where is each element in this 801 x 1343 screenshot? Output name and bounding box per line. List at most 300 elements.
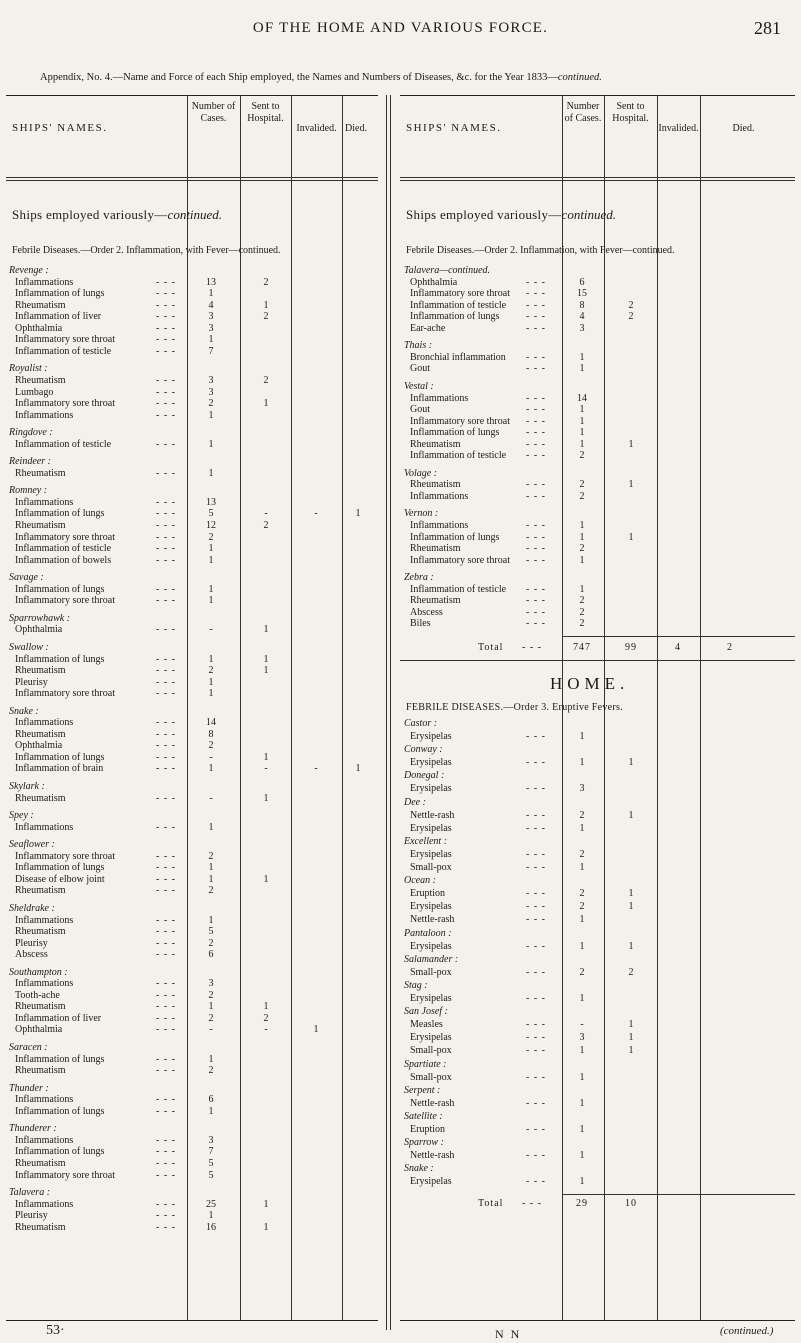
table-row: [6, 1013, 378, 1025]
table-row: [6, 334, 378, 346]
table-row: [6, 822, 378, 834]
cases-value: 2: [579, 618, 585, 630]
sent-value: 1: [263, 665, 269, 677]
ship-name-row: [6, 456, 378, 468]
disease-name: Inflammatory sore throat: [15, 850, 115, 862]
header-number-of-cases: [187, 95, 240, 177]
ship-name-row: [400, 265, 795, 277]
ship-name: Vestal :: [404, 380, 434, 392]
cases-value: 14: [206, 717, 216, 729]
cases-value: 1: [208, 438, 214, 450]
ship-name: Volage :: [404, 467, 438, 479]
leader-dashes: - - -: [526, 914, 546, 926]
disease-name: Inflammations: [15, 496, 74, 508]
disease-name: Inflammation of testicle: [15, 345, 112, 357]
ship-name: Thunderer :: [9, 1123, 57, 1135]
ship-name: Southampton :: [9, 966, 68, 978]
leader-dashes: - - -: [156, 467, 176, 479]
table-row: [6, 1210, 378, 1222]
ship-name-row: [400, 744, 795, 756]
disease-name: Rheumatism: [15, 885, 66, 897]
leader-dashes: - - -: [526, 288, 546, 300]
ship-name: Stag :: [404, 979, 428, 991]
disease-name: Pleurisy: [15, 1210, 48, 1222]
leader-dashes: - - -: [526, 966, 546, 978]
leader-dashes: - - -: [156, 676, 176, 688]
disease-name: Nettle-rash: [410, 1097, 455, 1109]
leader-dashes: - - -: [156, 1053, 176, 1065]
cases-value: 1: [579, 438, 585, 450]
table-row: [6, 1106, 378, 1118]
table-row: [6, 938, 378, 950]
table-row: [400, 311, 795, 323]
total-invalided: 4: [675, 641, 681, 653]
disease-name: Rheumatism: [15, 374, 66, 386]
table-row: [400, 783, 795, 795]
disease-name: Ophthalmia: [15, 740, 63, 752]
cases-value: 1: [579, 404, 585, 416]
disease-name: Erysipelas: [410, 1176, 452, 1188]
ship-name-row: [400, 508, 795, 520]
leader-dashes: - - -: [156, 653, 176, 665]
disease-name: Rheumatism: [15, 520, 66, 531]
ship-name: Seaflower :: [9, 839, 55, 851]
leader-dashes: - - -: [156, 751, 176, 763]
leader-dashes: - - -: [526, 783, 546, 795]
total-label: Total: [478, 641, 504, 653]
leader-dashes: - - -: [526, 299, 546, 311]
table-row: [400, 1072, 795, 1084]
table-row: [6, 665, 378, 677]
table-row: [400, 427, 795, 439]
ship-name-row: [400, 381, 795, 393]
table-row: [400, 967, 795, 979]
table-row: [400, 393, 795, 405]
leader-dashes: - - -: [526, 1150, 546, 1162]
total-cases: 29: [576, 1197, 588, 1209]
table-row: [400, 1124, 795, 1136]
cases-value: 13: [206, 276, 216, 288]
cases-value: 3: [208, 386, 214, 398]
table-row: [6, 311, 378, 323]
leader-dashes: - - -: [526, 392, 546, 404]
table-row: [6, 277, 378, 289]
cases-value: 1: [579, 940, 585, 952]
table-row: [6, 520, 378, 532]
table-row: [400, 491, 795, 503]
leader-dashes: - - -: [156, 873, 176, 885]
cases-value: 3: [208, 374, 214, 386]
cases-value: 1: [579, 1071, 585, 1083]
cases-value: 2: [208, 885, 214, 897]
ship-name: Serpent :: [404, 1084, 441, 1096]
table-row: [6, 1001, 378, 1013]
sent-value: -: [264, 508, 268, 520]
leader-dashes: - - -: [526, 1176, 546, 1188]
cases-value: 1: [208, 288, 214, 300]
cases-value: 5: [208, 508, 214, 520]
table-row: [400, 555, 795, 567]
cases-value: 2: [579, 479, 585, 491]
table-row: [6, 439, 378, 451]
cases-value: -: [209, 751, 213, 763]
table-row: [6, 532, 378, 544]
leader-dashes: - - -: [156, 345, 176, 357]
header-died-text: Died.: [732, 123, 755, 134]
disease-name: Inflammation of lungs: [15, 653, 105, 665]
cases-value: 1: [208, 914, 214, 926]
sent-value: 1: [628, 809, 634, 821]
leader-dashes: - - -: [526, 427, 546, 439]
table-row: [6, 862, 378, 874]
leader-dashes: - - -: [156, 1169, 176, 1181]
cases-value: 16: [206, 1221, 216, 1233]
sent-value: 1: [628, 757, 634, 769]
cases-value: 1: [208, 873, 214, 885]
disease-name: Inflammations: [15, 717, 74, 729]
cases-value: 1: [208, 583, 214, 595]
cases-value: 1: [579, 993, 585, 1005]
disease-name: Lumbago: [15, 386, 54, 398]
cases-value: 8: [579, 299, 585, 311]
table-row: [6, 978, 378, 990]
total-row: [400, 1198, 795, 1210]
cases-value: 1: [208, 653, 214, 665]
ship-name-row: [400, 1137, 795, 1149]
cases-value: 5: [208, 926, 214, 938]
ship-name-row: [400, 1006, 795, 1018]
sent-value: 2: [263, 374, 269, 386]
cases-value: 1: [579, 554, 585, 566]
leader-dashes: - - -: [156, 624, 176, 636]
ship-name: Thunder :: [9, 1082, 49, 1094]
table-row: [6, 375, 378, 387]
disease-name: Ear-ache: [410, 322, 446, 334]
cases-value: 2: [208, 850, 214, 862]
table-row: [6, 926, 378, 938]
ship-name: Vernon :: [404, 508, 439, 520]
table-row: [400, 1032, 795, 1044]
disease-name: Nettle-rash: [410, 914, 455, 926]
leader-dashes: - - -: [526, 848, 546, 860]
disease-name: Tooth-ache: [15, 989, 60, 1001]
leader-dashes: - - -: [526, 595, 546, 607]
ship-name-row: [400, 1085, 795, 1097]
cases-value: -: [580, 1019, 584, 1031]
ship-name: Zebra :: [404, 572, 434, 584]
table-row: [400, 595, 795, 607]
table-row: [400, 323, 795, 335]
leader-dashes: - - -: [156, 438, 176, 450]
table-row: [6, 1199, 378, 1211]
disease-name: Inflammations: [15, 1134, 74, 1146]
leader-dashes: - - -: [156, 1221, 176, 1233]
sent-value: 1: [628, 940, 634, 952]
header-ships-names: SHIPS' NAMES.: [12, 122, 108, 134]
disease-name: Gout: [410, 363, 430, 375]
leader-dashes: - - -: [526, 554, 546, 566]
cases-value: 2: [579, 450, 585, 462]
cases-value: 5: [208, 1169, 214, 1181]
ship-name-row: [400, 1163, 795, 1175]
total-cases: 747: [573, 641, 591, 653]
table-row: [6, 468, 378, 480]
table-row: [400, 479, 795, 491]
ship-name: Talavera—continued.: [404, 265, 491, 276]
header-number-of-cases: [562, 95, 604, 177]
disease-name: Rheumatism: [15, 665, 66, 677]
disease-name: Nettle-rash: [410, 809, 455, 821]
cases-value: 1: [208, 467, 214, 479]
table-row: [6, 654, 378, 666]
cases-value: 3: [579, 322, 585, 334]
leader-dashes: - - -: [526, 757, 546, 769]
table-row: [400, 731, 795, 743]
disease-name: Inflammation of testicle: [410, 583, 507, 595]
sent-value: -: [264, 1024, 268, 1036]
table-row: [400, 532, 795, 544]
disease-name: Erysipelas: [410, 848, 452, 860]
cases-value: 4: [208, 299, 214, 311]
table-row: [6, 555, 378, 567]
leader-dashes: - - -: [156, 531, 176, 543]
cases-value: 2: [208, 1012, 214, 1024]
leader-dashes: - - -: [156, 949, 176, 961]
table-row: [400, 862, 795, 874]
ship-name-row: [6, 1123, 378, 1135]
sent-value: 2: [263, 311, 269, 323]
total-sent: 10: [625, 1197, 637, 1209]
leader-dashes: - - -: [526, 1019, 546, 1031]
cases-value: 2: [579, 966, 585, 978]
leader-dashes: - - -: [526, 404, 546, 416]
disease-name: Inflammations: [15, 409, 74, 421]
table-row: [400, 1150, 795, 1162]
leader-dashes: - - -: [156, 717, 176, 729]
ship-name-row: [6, 613, 378, 625]
leader-dashes: - - -: [526, 1097, 546, 1109]
disease-name: Inflammation of lungs: [15, 288, 105, 300]
sent-value: 2: [263, 1012, 269, 1024]
sent-value: 1: [628, 901, 634, 913]
disease-name: Inflammation of lungs: [15, 583, 105, 595]
table-row: [6, 1170, 378, 1182]
leader-dashes: - - -: [156, 862, 176, 874]
cases-value: 7: [208, 345, 214, 357]
disease-name: Inflammatory sore throat: [15, 595, 115, 607]
table-row: [6, 1146, 378, 1158]
ship-name: Romney :: [9, 485, 48, 497]
leader-dashes: - - -: [156, 665, 176, 677]
disease-name: Rheumatism: [410, 543, 461, 555]
disease-name: Gout: [410, 404, 430, 416]
cases-value: 5: [208, 1157, 214, 1169]
table-row: [400, 543, 795, 555]
disease-name: Inflammatory sore throat: [410, 415, 510, 427]
leader-dashes: - - -: [156, 520, 176, 531]
disease-name: Ophthalmia: [15, 624, 63, 636]
table-row: [400, 450, 795, 462]
ship-name-row: [400, 875, 795, 887]
cases-value: 6: [208, 1094, 214, 1106]
table-row: [400, 607, 795, 619]
ship-name: Salamander :: [404, 953, 459, 965]
table-row: [400, 584, 795, 596]
ship-name: Sheldrake :: [9, 902, 55, 914]
leader-dashes: - - -: [156, 937, 176, 949]
ship-name: Donegal :: [404, 770, 445, 782]
cases-value: 1: [208, 334, 214, 346]
leader-dashes: - - -: [156, 409, 176, 421]
ship-name: Spartiate :: [404, 1058, 447, 1070]
ship-name: Snake :: [9, 705, 39, 717]
table-row: [400, 849, 795, 861]
leader-dashes: - - -: [156, 1012, 176, 1024]
leader-dashes: - - -: [526, 450, 546, 462]
header-invalided-text: Invalided.: [296, 123, 337, 134]
cases-value: 3: [208, 1134, 214, 1146]
table-row: [400, 1019, 795, 1031]
cases-value: 1: [579, 1150, 585, 1162]
ship-name-row: [400, 1111, 795, 1123]
cases-value: 2: [208, 531, 214, 543]
ship-name: Satellite :: [404, 1110, 443, 1122]
sent-value: 1: [263, 1001, 269, 1013]
table-bottom-rule: [400, 1320, 795, 1321]
left-column-table: [6, 95, 378, 1338]
ship-name: Spey :: [9, 810, 34, 822]
invalided-value: -: [314, 508, 318, 520]
disease-name: Rheumatism: [15, 299, 66, 311]
total-label: Total: [478, 1197, 504, 1209]
leader-dashes: - - -: [156, 1001, 176, 1013]
signature-mark: N N: [495, 1327, 522, 1341]
table-row: [400, 520, 795, 532]
disease-name: Inflammation of bowels: [15, 554, 112, 566]
table-row: [6, 1158, 378, 1170]
sent-value: 1: [628, 1045, 634, 1057]
ship-name: Excellent :: [404, 835, 448, 847]
sent-value: 1: [628, 1019, 634, 1031]
disease-name: Inflammation of lungs: [15, 751, 105, 763]
running-head: [0, 20, 801, 50]
leader-dashes: - - -: [526, 888, 546, 900]
header-sent-to-hospital-text: Sent to Hospital.: [612, 101, 649, 124]
header-sent-to-hospital: [240, 95, 291, 177]
cases-value: 1: [208, 543, 214, 555]
cases-value: 6: [208, 949, 214, 961]
caption-text: Appendix, No. 4.—Name and Force of each Ship employed, the Names and Numbers of Diseases, &c. for the Year 1833—: [40, 72, 558, 83]
disease-name: Rheumatism: [410, 595, 461, 607]
ship-name-row: [400, 954, 795, 966]
leader-dashes: - - -: [526, 606, 546, 618]
disease-name: Inflammation of lungs: [410, 427, 500, 439]
sent-value: 1: [263, 1221, 269, 1233]
header-invalided: [657, 95, 700, 177]
sent-value: 1: [263, 653, 269, 665]
table-row: [6, 497, 378, 509]
disease-name: Inflammations: [15, 276, 74, 288]
ship-name-row: [6, 967, 378, 979]
home-section-subtitle: FEBRILE DISEASES.—Order 3. Eruptive Fevers.: [406, 701, 624, 713]
ship-name-row: [400, 836, 795, 848]
leader-dashes: - - -: [526, 311, 546, 323]
disease-name: Inflammation of testicle: [410, 299, 507, 311]
table-row: [400, 993, 795, 1005]
cases-value: 1: [208, 763, 214, 775]
cases-value: 3: [208, 322, 214, 334]
disease-name: Abscess: [410, 606, 443, 618]
table-row: [6, 543, 378, 555]
disease-name: Rheumatism: [15, 792, 66, 804]
leader-dashes: - - -: [526, 1032, 546, 1044]
disease-name: Inflammatory sore throat: [15, 398, 115, 410]
table-row: [400, 757, 795, 769]
ship-name-row: [6, 485, 378, 497]
cases-value: 14: [577, 392, 587, 404]
disease-name: Rheumatism: [15, 728, 66, 740]
leader-dashes: - - -: [156, 288, 176, 300]
sent-value: 1: [628, 888, 634, 900]
leader-dashes: - - -: [156, 543, 176, 555]
leader-dashes: - - -: [156, 728, 176, 740]
table-row: [6, 300, 378, 312]
cases-value: 2: [208, 665, 214, 677]
cases-value: 1: [579, 757, 585, 769]
table-row: [6, 740, 378, 752]
leader-dashes: - - -: [156, 1210, 176, 1222]
leader-dashes: - - -: [526, 940, 546, 952]
sent-value: -: [264, 763, 268, 775]
table-row: [6, 1094, 378, 1106]
table-row: [6, 793, 378, 805]
cases-value: 1: [579, 731, 585, 743]
cases-value: 1: [579, 862, 585, 874]
leader-dashes: - - -: [156, 508, 176, 520]
header-number-of-cases-text: Number of Cases.: [564, 101, 602, 124]
leader-dashes: - - -: [156, 386, 176, 398]
ship-name-row: [400, 572, 795, 584]
sent-value: 1: [263, 299, 269, 311]
total-rule-bottom: [400, 660, 795, 661]
disease-name: Inflammatory sore throat: [410, 288, 510, 300]
cases-value: -: [209, 792, 213, 804]
table-row: [6, 1054, 378, 1066]
caption-continued: continued.: [557, 72, 602, 83]
disease-name: Pleurisy: [15, 937, 48, 949]
ship-name: Castor :: [404, 717, 438, 729]
disease-name: Inflammatory sore throat: [15, 1169, 115, 1181]
cases-value: 1: [208, 554, 214, 566]
sent-value: 2: [628, 966, 634, 978]
leader-dashes: - - -: [156, 821, 176, 833]
leader-dashes: - - -: [526, 993, 546, 1005]
leader-dashes: - - -: [526, 1124, 546, 1136]
ship-name-row: [6, 903, 378, 915]
header-died: [342, 95, 370, 177]
table-row: [400, 288, 795, 300]
table-row: [6, 1024, 378, 1036]
ship-name-row: [400, 1059, 795, 1071]
cases-value: 1: [579, 363, 585, 375]
disease-name: Inflammation of lungs: [15, 1053, 105, 1065]
table-row: [400, 363, 795, 375]
disease-name: Inflammation of lungs: [15, 508, 105, 520]
disease-name: Bronchial inflammation: [410, 351, 506, 363]
header-sent-to-hospital: [604, 95, 657, 177]
ship-name: Sparrowhawk :: [9, 612, 71, 624]
disease-name: Erysipelas: [410, 731, 452, 743]
